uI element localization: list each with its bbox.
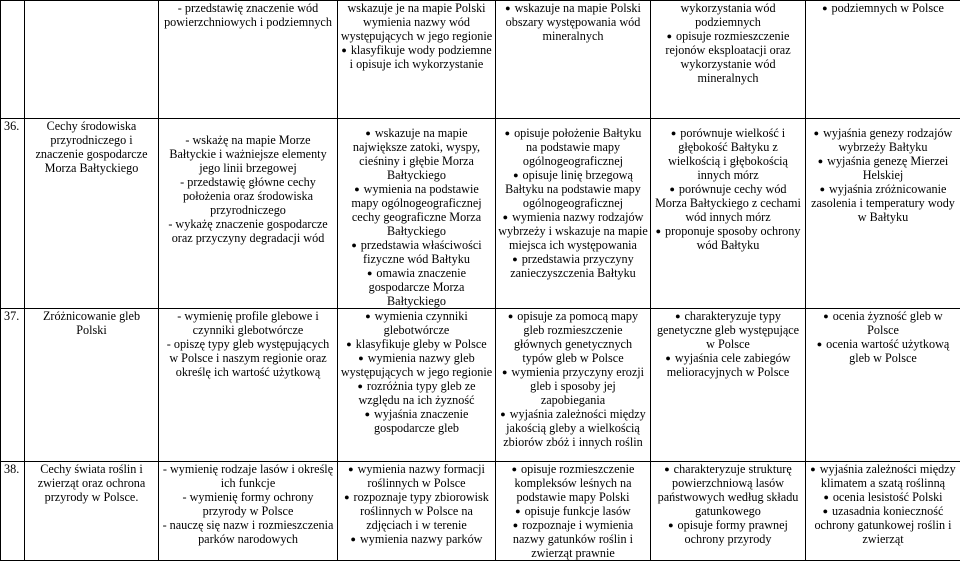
bullet-icon: ● (671, 128, 676, 138)
list-item (808, 309, 958, 337)
requirement-level-4 (806, 119, 960, 309)
list-item (340, 15, 493, 43)
list-item (340, 532, 493, 546)
goal-text: - wymienię profile glebowe i czynniki glebotwórcze (161, 309, 335, 337)
list-item-text: wyjaśnia zależności między klimatem a szatą roślinną (820, 462, 956, 490)
bullet-icon: ● (823, 492, 828, 502)
list-item (340, 490, 493, 532)
list-item-text: charakteryzuje strukturę powierzchniową lasów państwowych według składu gatunkowego (658, 462, 799, 518)
bullet-list (340, 1, 493, 71)
list-item-text: ocenia żyzność gleb w Polsce (833, 309, 943, 337)
list-item (498, 462, 648, 504)
list-item (498, 168, 648, 210)
bullet-icon: ● (357, 381, 362, 391)
list-item (808, 154, 958, 182)
list-item (340, 337, 493, 351)
bullet-icon: ● (341, 45, 346, 55)
bullet-list (808, 462, 958, 546)
bullet-icon: ● (818, 156, 823, 166)
list-item (498, 1, 648, 43)
bullet-icon: ● (823, 506, 828, 516)
list-item-text: opisuje położenie Bałtyku na podstawie mapy ogólnogeograficznej (514, 126, 641, 168)
list-item (653, 462, 803, 518)
bullet-icon: ● (667, 31, 672, 41)
list-item-text: opisuje rozmieszczenie rejonów eksploatacji oraz wykorzystanie wód mineralnych (665, 29, 790, 85)
bullet-list (340, 309, 493, 435)
list-item-text: wymienia nazwy rodzajów wybrzeży i wskazuje na mapie miejsca ich występowania (498, 210, 648, 252)
list-item (498, 407, 648, 449)
bullet-icon: ● (365, 311, 370, 321)
list-item (808, 1, 958, 15)
goal-text: - przedstawię znaczenie wód powierzchniowych i podziemnych (161, 1, 335, 29)
list-item-text: wymienia czynniki glebotwórcze (375, 309, 468, 337)
requirement-level-1 (338, 462, 496, 561)
list-item-text: rozpoznaje typy zbiorowisk roślinnych w Polsce na zdjęciach i w terenie (354, 490, 489, 532)
bullet-icon: ● (512, 254, 517, 264)
bullet-icon: ● (351, 534, 356, 544)
bullet-icon: ● (664, 464, 669, 474)
list-item (340, 1, 493, 15)
lesson-number: 37. (1, 309, 25, 462)
requirement-level-4 (806, 462, 960, 561)
list-item-text: charakteryzuje typy genetyczne gleb występujące w Polsce (657, 309, 799, 351)
bullet-list (340, 126, 493, 308)
goal-text: - wymienię rodzaje lasów i określę ich funkcje (161, 462, 335, 490)
list-item (653, 1, 803, 29)
bullet-icon: ● (505, 3, 510, 13)
goal-text: - wymienię formy ochrony przyrody w Polsce (161, 490, 335, 518)
bullet-list (653, 309, 803, 379)
list-item-text: wyjaśnia genezy rodzajów wybrzeży Bałtyku (823, 126, 952, 154)
list-item (340, 126, 493, 182)
list-item-text: uzasadnia konieczność ochrony gatunkowej roślin i zwierząt (814, 504, 951, 546)
list-item-text: porównuje wielkość i głębokość Bałtyku z wielkością i głębokością innych mórz (668, 126, 788, 182)
list-item-text: wyjaśnia znaczenie gospodarcze gleb (374, 407, 468, 435)
table-row (1, 309, 960, 462)
bullet-list (808, 126, 958, 224)
list-item (653, 126, 803, 182)
bullet-icon: ● (810, 464, 815, 474)
learning-goals (159, 462, 338, 561)
list-item-text: wymienia nazwy parków (360, 532, 483, 546)
requirement-level-3 (651, 119, 806, 309)
bullet-icon: ● (505, 128, 510, 138)
list-item (808, 337, 958, 365)
list-item-text: wymienia nazwy gleb występujących w jego regionie (341, 351, 492, 379)
list-item-text: opisuje linię brzegową Bałtyku na podstawie mapy ogólnogeograficznej (505, 168, 641, 210)
list-item (653, 224, 803, 252)
list-item-text: wymienia na podstawie mapy ogólnogeograficznej cechy geograficzne Morza Bałtyckiego (351, 182, 481, 238)
bullet-list (653, 1, 803, 85)
bullet-icon: ● (512, 464, 517, 474)
bullet-icon: ● (344, 492, 349, 502)
bullet-list (498, 462, 648, 560)
list-item-text: opisuje formy prawnej ochrony przyrody (678, 518, 788, 546)
list-item (340, 379, 493, 407)
list-item (653, 29, 803, 85)
list-item (808, 126, 958, 154)
list-item-text: ocenia lesistość Polski (833, 490, 943, 504)
bullet-icon: ● (656, 226, 661, 236)
bullet-icon: ● (665, 353, 670, 363)
bullet-icon: ● (814, 128, 819, 138)
list-item-text: rozpoznaje i wymienia nazwy gatunków roślin i zwierząt prawnie (513, 518, 633, 560)
bullet-icon: ● (348, 464, 353, 474)
bullet-icon: ● (500, 409, 505, 419)
list-item (653, 351, 803, 379)
requirement-level-2 (496, 1, 651, 119)
bullet-icon: ● (503, 212, 508, 222)
list-item-text: wyjaśnia zależności między jakością gleby a wielkością zbiorów zbóż i innych roślin (503, 407, 645, 449)
list-item (340, 309, 493, 337)
list-item (498, 518, 648, 560)
list-item (498, 504, 648, 518)
list-item-text: opisuje za pomocą mapy gleb rozmieszczenie głównych genetycznych typów gleb w Polsce (514, 309, 638, 365)
lesson-topic: Cechy świata roślin i zwierząt oraz ochrona przyrody w Polsce. (25, 462, 159, 561)
bullet-icon: ● (513, 520, 518, 530)
bullet-list (653, 462, 803, 546)
bullet-list (653, 126, 803, 252)
bullet-icon: ● (358, 353, 363, 363)
list-item-text: wyjaśnia zróżnicowanie zasolenia i temperatury wody w Bałtyku (811, 182, 955, 224)
bullet-icon: ● (513, 170, 518, 180)
list-item-text: rozróżnia typy gleb ze względu na ich żyzność (358, 379, 475, 407)
list-item-text: porównuje cechy wód Morza Bałtyckiego z cechami wód innych mórz (655, 182, 801, 224)
goal-text: - przedstawię główne cechy położenia oraz środowiska przyrodniczego (161, 175, 335, 217)
bullet-icon: ● (668, 520, 673, 530)
bullet-icon: ● (823, 311, 828, 321)
list-item-text: wyjaśnia cele zabiegów melioracyjnych w Polsce (667, 351, 791, 379)
learning-goals (159, 1, 338, 119)
bullet-list (498, 309, 648, 449)
list-item-text: opisuje rozmieszczenie kompleksów leśnych na podstawie mapy Polski (514, 462, 634, 504)
list-item-text: klasyfikuje wody podziemne i opisuje ich wykorzystanie (350, 43, 492, 71)
bullet-icon: ● (346, 339, 351, 349)
list-item (808, 490, 958, 504)
bullet-icon: ● (820, 184, 825, 194)
list-item-text: wykorzystania wód podziemnych (680, 1, 775, 29)
list-item (340, 407, 493, 435)
learning-goals (159, 119, 338, 309)
list-item (498, 126, 648, 168)
list-item-text: proponuje sposoby ochrony wód Bałtyku (665, 224, 800, 252)
goal-text: - wskażę na mapie Morze Bałtyckie i ważniejsze elementy jego linii brzegowej (161, 133, 335, 175)
requirement-level-4 (806, 309, 960, 462)
list-item-text: przedstawia przyczyny zanieczyszczenia Bałtyku (510, 252, 636, 280)
goal-text: - opiszę typy gleb występujących w Polsce i naszym regionie oraz określę ich wartość użytkową (161, 337, 335, 379)
list-item-text: wymienia nazwy formacji roślinnych w Polsce (358, 462, 485, 490)
requirement-level-2 (496, 462, 651, 561)
bullet-list (340, 462, 493, 546)
bullet-icon: ● (675, 311, 680, 321)
table-row (1, 462, 960, 561)
requirement-level-4 (806, 1, 960, 119)
lesson-topic: Zróżnicowanie gleb Polski (25, 309, 159, 462)
lesson-topic (25, 1, 159, 119)
list-item (653, 309, 803, 351)
bullet-icon: ● (354, 184, 359, 194)
requirement-level-3 (651, 309, 806, 462)
list-item-text: wskazuje je na mapie Polski (347, 1, 485, 15)
list-item (808, 182, 958, 224)
bullet-icon: ● (365, 128, 370, 138)
bullet-list (808, 309, 958, 365)
bullet-icon: ● (669, 184, 674, 194)
list-item-text: podziemnych w Polsce (832, 1, 944, 15)
list-item (340, 238, 493, 266)
requirement-level-3 (651, 462, 806, 561)
requirement-level-2 (496, 309, 651, 462)
list-item (498, 309, 648, 365)
bullet-list (498, 126, 648, 280)
table-row (1, 1, 960, 119)
list-item-text: opisuje funkcje lasów (525, 504, 631, 518)
bullet-list (808, 1, 958, 15)
requirement-level-2 (496, 119, 651, 309)
bullet-list (498, 1, 648, 43)
list-item (808, 504, 958, 546)
list-item-text: wskazuje na mapie największe zatoki, wyspy, cieśniny i głębie Morza Bałtyckiego (353, 126, 480, 182)
list-item (340, 182, 493, 238)
list-item (653, 182, 803, 224)
list-item-text: klasyfikuje gleby w Polsce (356, 337, 487, 351)
bullet-icon: ● (822, 3, 827, 13)
list-item (340, 351, 493, 379)
list-item (340, 43, 493, 71)
list-item (498, 252, 648, 280)
list-item-text: przedstawia właściwości fizyczne wód Bałtyku (361, 238, 482, 266)
bullet-icon: ● (365, 409, 370, 419)
lesson-number (1, 1, 25, 119)
list-item (498, 210, 648, 252)
requirement-level-1 (338, 1, 496, 119)
bullet-icon: ● (367, 268, 372, 278)
list-item (340, 266, 493, 308)
bullet-icon: ● (515, 506, 520, 516)
list-item-text: wymienia nazwy wód występujących w jego regionie (341, 15, 492, 43)
list-item-text: wymienia przyczyny erozji gleb i sposoby jej zapobiegania (511, 365, 644, 407)
list-item (340, 462, 493, 490)
goal-text: - nauczę się nazw i rozmieszczenia parków narodowych (161, 518, 335, 546)
list-item (808, 462, 958, 490)
table-row (1, 119, 960, 309)
bullet-icon: ● (502, 367, 507, 377)
requirement-level-3 (651, 1, 806, 119)
requirement-level-1 (338, 309, 496, 462)
list-item-text: wyjaśnia genezę Mierzei Helskiej (827, 154, 948, 182)
bullet-icon: ● (508, 311, 513, 321)
lesson-number: 38. (1, 462, 25, 561)
bullet-icon: ● (351, 240, 356, 250)
list-item (653, 518, 803, 546)
learning-goals (159, 309, 338, 462)
list-item-text: omawia znaczenie gospodarcze Morza Bałtyckiego (369, 266, 466, 308)
bullet-icon: ● (817, 339, 822, 349)
list-item (498, 365, 648, 407)
lesson-topic: Cechy środowiska przyrodniczego i znaczenie gospodarcze Morza Bałtyckiego (25, 119, 159, 309)
lesson-number: 36. (1, 119, 25, 309)
list-item-text: wskazuje na mapie Polski obszary występowania wód mineralnych (506, 1, 641, 43)
requirement-level-1 (338, 119, 496, 309)
goal-text: - wykażę znaczenie gospodarcze oraz przyczyny degradacji wód (161, 217, 335, 245)
list-item-text: ocenia wartość użytkową gleb w Polsce (826, 337, 949, 365)
